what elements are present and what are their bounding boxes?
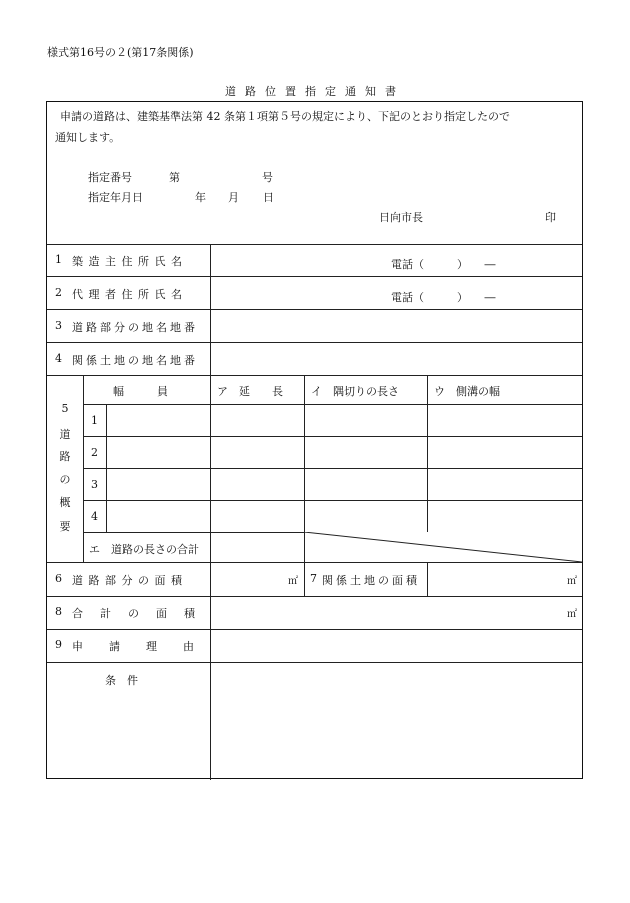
designation-date-month: 月 <box>228 191 239 204</box>
designation-date-year: 年 <box>195 191 206 204</box>
designation-number-prefix: 第 <box>169 171 180 184</box>
total-length-diagonal <box>304 532 582 562</box>
outline-subrow-number: 2 <box>91 446 98 459</box>
outline-subrow-number: 1 <box>91 414 98 427</box>
outline-label-char: 要 <box>59 520 71 533</box>
row-builder-phone[interactable]: 電話（ ） ― <box>391 258 496 271</box>
row-related-area-unit: ㎡ <box>567 576 577 587</box>
form-number-label: 様式第16号の２(第17条関係) <box>47 46 194 59</box>
outline-subrow-number: 4 <box>91 510 98 523</box>
outline-label-char: 路 <box>59 450 71 463</box>
document-title: 道路位置指定通知書 <box>225 85 405 98</box>
seal-mark: 印 <box>545 211 556 224</box>
outline-label-char: の <box>59 473 71 486</box>
notice-text-line1: 申請の道路は、建築基準法第 42 条第１項第５号の規定により、下記のとおり指定したので <box>60 110 510 123</box>
row-related-land-number: 4 <box>55 352 62 365</box>
row-agent-number: 2 <box>55 286 62 299</box>
outline-label-char: 概 <box>59 496 71 509</box>
row-total-area-label: 合計の面積 <box>72 607 212 620</box>
row-reason-number: 9 <box>55 638 62 651</box>
row-agent-label: 代理者住所氏名 <box>72 288 188 301</box>
row-road-location-number: 3 <box>55 319 62 332</box>
row-builder-label: 築造主住所氏名 <box>72 255 188 268</box>
notice-text-line2: 通知します。 <box>55 131 121 144</box>
row-road-area-label: 道路部分の面積 <box>72 574 188 587</box>
designation-date-day: 日 <box>263 191 274 204</box>
row-total-area-unit: ㎡ <box>567 609 577 620</box>
row-related-area-number: 7 <box>310 572 317 585</box>
notice-form-table <box>46 101 583 779</box>
row-road-area-unit: ㎡ <box>288 576 298 587</box>
outline-col-length: ア 延 長 <box>217 385 283 398</box>
row-road-area-number: 6 <box>55 572 62 585</box>
row-total-area-number: 8 <box>55 605 62 618</box>
row-related-land-label: 関係土地の地名地番 <box>72 354 198 367</box>
row-agent-phone[interactable]: 電話（ ） ― <box>391 291 496 304</box>
outline-col-corner: イ 隅切りの長さ <box>311 385 399 398</box>
row-reason-label: 申請理由 <box>72 640 220 653</box>
designation-number-label: 指定番号 <box>88 171 132 184</box>
outline-number: 5 <box>61 402 69 415</box>
row-builder-number: 1 <box>55 253 62 266</box>
outline-subrow-number: 3 <box>91 478 98 491</box>
row-related-area-label: 関係土地の面積 <box>322 574 420 587</box>
row-conditions-label: 条 件 <box>105 674 138 687</box>
outline-total-length-label: エ 道路の長さの合計 <box>89 543 199 556</box>
outline-col-width: 幅 員 <box>113 385 168 398</box>
designation-date-label: 指定年月日 <box>88 191 143 204</box>
outline-label-char: 道 <box>59 428 71 441</box>
outline-col-gutter: ウ 側溝の幅 <box>434 385 500 398</box>
row-road-location-label: 道路部分の地名地番 <box>72 321 198 334</box>
designation-number-suffix: 号 <box>262 171 273 184</box>
issuer-name: 日向市長 <box>379 211 423 224</box>
